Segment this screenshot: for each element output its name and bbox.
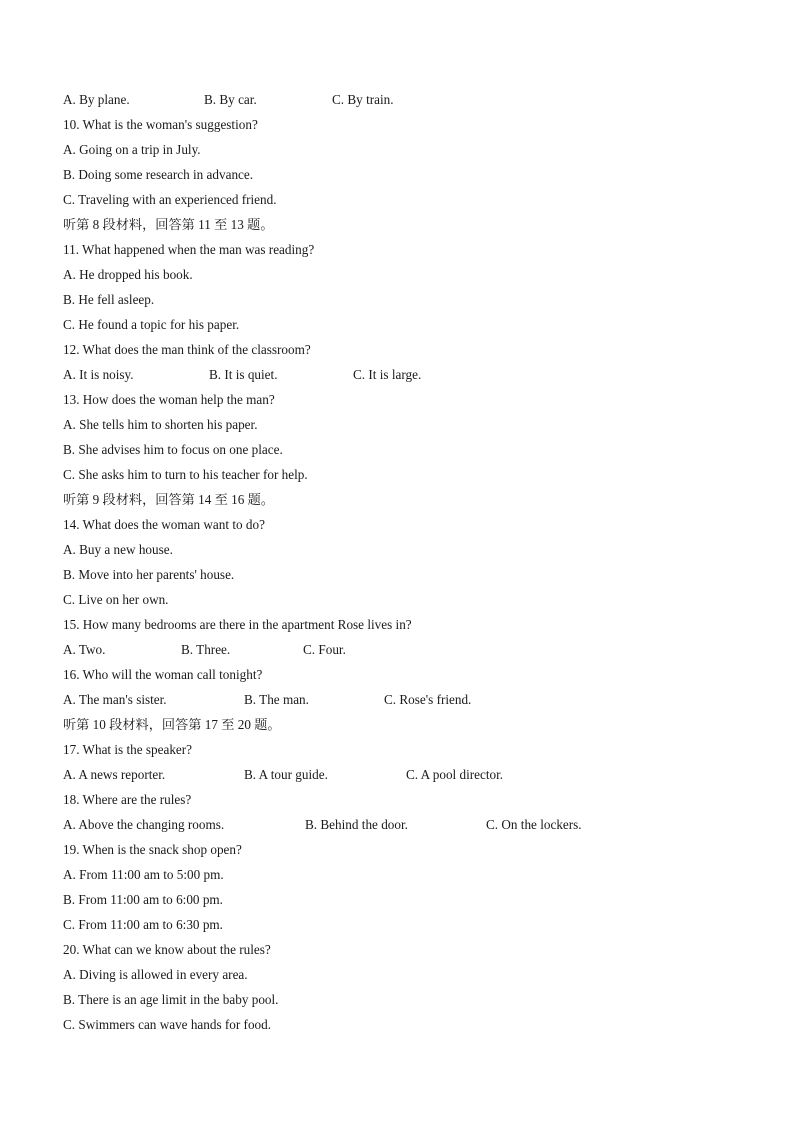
q9-options-row [63, 87, 743, 112]
q16-option-c: C. Rose's friend. [384, 692, 472, 707]
q19-option-b: B. From 11:00 am to 6:00 pm. [63, 892, 223, 907]
q13-option-c: C. She asks him to turn to his teacher for help. [63, 467, 308, 482]
q11-question: 11. What happened when the man was reading? [63, 242, 315, 257]
q18-option-a: A. Above the changing rooms. [63, 817, 225, 832]
q12-option-c: C. It is large. [353, 367, 422, 382]
q19-option-c: C. From 11:00 am to 6:30 pm. [63, 917, 223, 932]
q9-option-a: A. By plane. [63, 92, 130, 107]
section-heading-9: 听第 9 段材料，回答第 14 至 16 题。 [63, 492, 274, 507]
q17-options-row [63, 762, 743, 787]
section-heading-8: 听第 8 段材料，回答第 11 至 13 题。 [63, 217, 274, 232]
q16-option-a: A. The man's sister. [63, 692, 167, 707]
q18-question: 18. Where are the rules? [63, 792, 192, 807]
q15-option-b: B. Three. [181, 642, 231, 657]
q12-option-b: B. It is quiet. [209, 367, 278, 382]
q11-option-c: C. He found a topic for his paper. [63, 317, 240, 332]
q9-option-c: C. By train. [332, 92, 394, 107]
q15-question: 15. How many bedrooms are there in the apartment Rose lives in? [63, 617, 412, 632]
q11-option-b: B. He fell asleep. [63, 292, 155, 307]
q10-question: 10. What is the woman's suggestion? [63, 117, 258, 132]
q18-option-b: B. Behind the door. [305, 817, 408, 832]
q17-option-b: B. A tour guide. [244, 767, 328, 782]
q19-question: 19. When is the snack shop open? [63, 842, 242, 857]
q10-option-b: B. Doing some research in advance. [63, 167, 254, 182]
q15-option-a: A. Two. [63, 642, 106, 657]
q13-question: 13. How does the woman help the man? [63, 392, 275, 407]
q12-question: 12. What does the man think of the classroom? [63, 342, 311, 357]
section-heading-10: 听第 10 段材料，回答第 17 至 20 题。 [63, 717, 281, 732]
q18-options-row [63, 812, 743, 837]
q18-option-c: C. On the lockers. [486, 817, 582, 832]
q20-question: 20. What can we know about the rules? [63, 942, 271, 957]
q16-option-b: B. The man. [244, 692, 309, 707]
q14-option-a: A. Buy a new house. [63, 542, 173, 557]
q13-option-b: B. She advises him to focus on one place. [63, 442, 283, 457]
q13-option-a: A. She tells him to shorten his paper. [63, 417, 258, 432]
q20-option-b: B. There is an age limit in the baby pool. [63, 992, 279, 1007]
q15-options-row [63, 637, 743, 662]
q16-options-row [63, 687, 743, 712]
q10-option-a: A. Going on a trip in July. [63, 142, 201, 157]
q16-question: 16. Who will the woman call tonight? [63, 667, 263, 682]
q10-option-c: C. Traveling with an experienced friend. [63, 192, 277, 207]
q9-option-b: B. By car. [204, 92, 257, 107]
q12-option-a: A. It is noisy. [63, 367, 134, 382]
q14-option-b: B. Move into her parents' house. [63, 567, 235, 582]
q12-options-row [63, 362, 743, 387]
exam-content [63, 87, 743, 1037]
q17-option-c: C. A pool director. [406, 767, 504, 782]
q20-option-c: C. Swimmers can wave hands for food. [63, 1017, 272, 1032]
q20-option-a: A. Diving is allowed in every area. [63, 967, 248, 982]
q19-option-a: A. From 11:00 am to 5:00 pm. [63, 867, 224, 882]
q14-question: 14. What does the woman want to do? [63, 517, 265, 532]
q11-option-a: A. He dropped his book. [63, 267, 193, 282]
q14-option-c: C. Live on her own. [63, 592, 169, 607]
q17-question: 17. What is the speaker? [63, 742, 193, 757]
q17-option-a: A. A news reporter. [63, 767, 166, 782]
q15-option-c: C. Four. [303, 642, 346, 657]
